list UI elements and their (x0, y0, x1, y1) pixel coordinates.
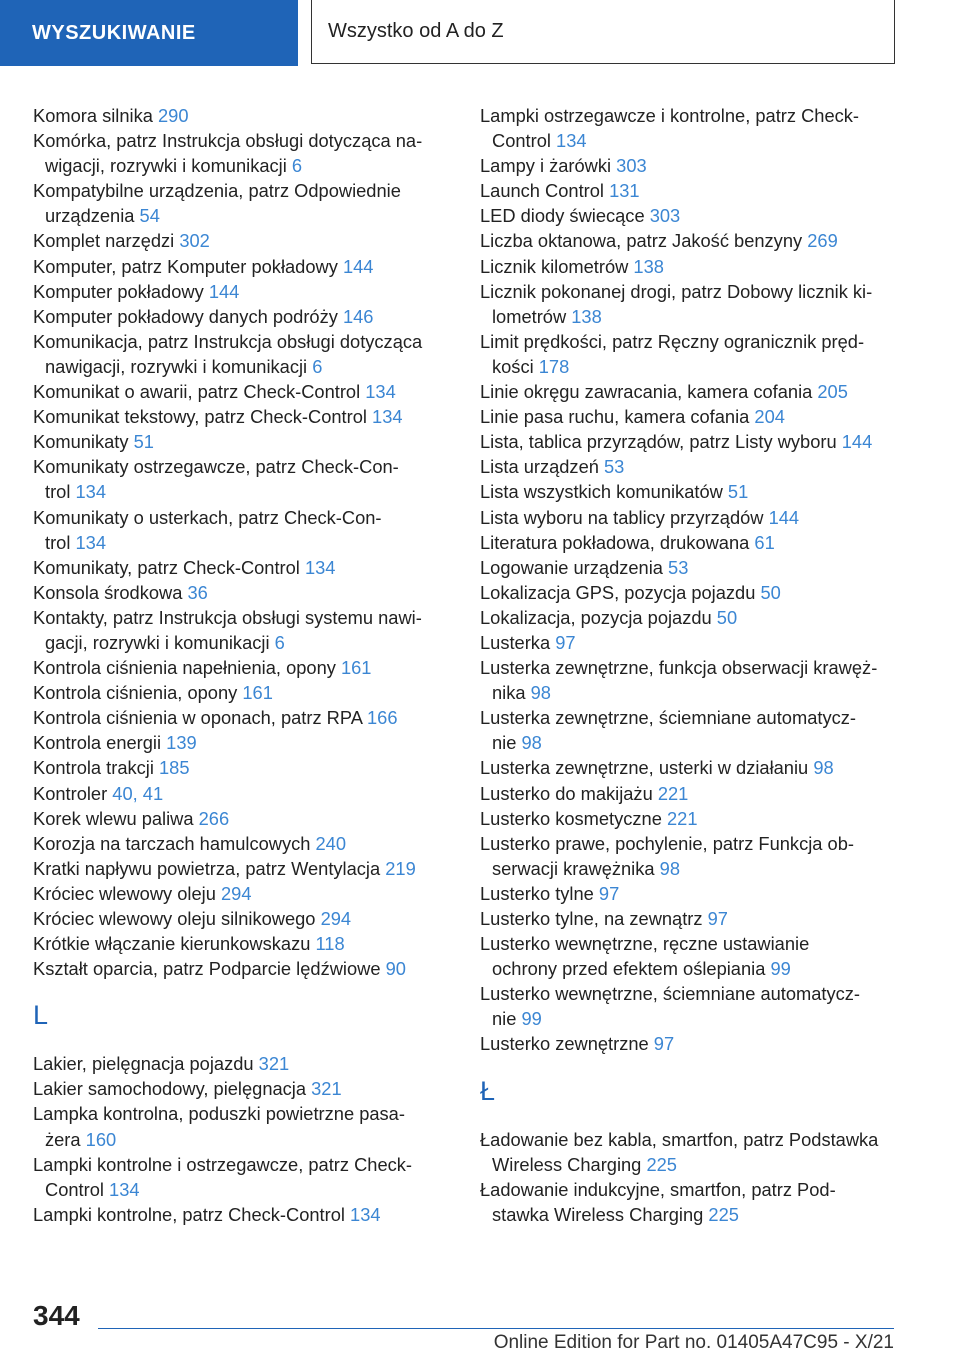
entry-text: Komora silnika (33, 105, 153, 126)
entry-text: Komputer, patrz Komputer pokładowy (33, 255, 338, 277)
page-reference-link[interactable]: 138 (633, 255, 664, 277)
page-reference-link[interactable]: 144 (342, 255, 374, 277)
index-entry (33, 505, 453, 555)
entry-text: Kontroler (33, 782, 108, 804)
entry-text: Lusterko kosmetyczne (480, 807, 662, 829)
index-entry (480, 580, 900, 605)
entry-text: Launch Control (480, 180, 604, 202)
index-entry (480, 404, 900, 429)
entry-text: Króciec wlewowy oleju (33, 882, 216, 904)
entry-text: żera (45, 1128, 81, 1150)
index-entry (480, 831, 900, 881)
entry-text: Komputer pokładowy danych podróży (33, 305, 338, 327)
entry-text: Lampy i żarówki (480, 155, 612, 177)
index-entry (480, 153, 900, 178)
entry-text: Kompatybilne urządzenia, patrz Odpowiednie (33, 180, 401, 202)
entry-text: Lusterko wewnętrzne, ręczne ustawianie (480, 933, 810, 955)
page-reference-link[interactable]: 98 (530, 682, 551, 704)
page-reference-link[interactable]: 134 (365, 381, 396, 403)
index-entry (33, 329, 453, 379)
entry-text: Lampki kontrolne, patrz Check-Control (33, 1203, 345, 1225)
index-letter-heading: L (33, 1000, 49, 1031)
index-column-right (480, 103, 900, 1227)
index-entry (480, 630, 900, 655)
entry-text: lometrów (492, 305, 567, 327)
index-entry (480, 1127, 900, 1177)
page-reference-link[interactable]: 266 (198, 807, 230, 829)
index-entry (480, 1177, 900, 1227)
page-reference-link[interactable]: 166 (367, 707, 398, 729)
entry-text: Korek wlewu paliwa (33, 807, 194, 829)
page-reference-link[interactable]: 225 (646, 1153, 677, 1175)
page-reference-link[interactable]: 161 (340, 657, 372, 679)
index-entry (33, 254, 453, 279)
page-reference-link[interactable]: 61 (754, 531, 775, 553)
entry-text: Komunikaty o usterkach, patrz Check-Con- (33, 506, 382, 528)
entry-text: trol (45, 481, 71, 503)
entry-text: nie (492, 732, 517, 754)
page-reference-link[interactable]: 97 (653, 1033, 675, 1055)
entry-text: Komunikat tekstowy, patrz Check-Control (33, 406, 367, 428)
search-tab[interactable]: WYSZUKIWANIE (0, 0, 298, 66)
entry-text: Kontrola ciśnienia napełnienia, opony (33, 657, 336, 679)
entry-text: Komunikacja, patrz Instrukcja obsługi dotycząca (33, 330, 423, 352)
page-reference-link[interactable]: 98 (813, 757, 834, 779)
page-reference-link[interactable]: 134 (304, 556, 336, 578)
entry-text: Komplet narzędzi (33, 230, 175, 252)
page-reference-link[interactable]: 98 (521, 732, 542, 754)
entry-text: kości (492, 355, 534, 377)
page-reference-link[interactable]: 294 (320, 908, 352, 929)
entry-text: Lakier samochodowy, pielęgnacja (33, 1078, 307, 1100)
index-column-left (33, 103, 453, 1227)
index-entry (33, 580, 453, 605)
entry-text: Linie okręgu zawracania, kamera cofania (480, 381, 813, 403)
entry-text: wigacji, rozrywki i komunikacji (45, 155, 287, 177)
index-entry (480, 981, 900, 1031)
page-reference-link[interactable]: 51 (133, 431, 154, 453)
page-reference-link[interactable]: 99 (521, 1008, 542, 1030)
entry-text: Kontrola ciśnienia, opony (33, 682, 238, 704)
entry-text: Linie pasa ruchu, kamera cofania (480, 406, 750, 428)
section-title: Wszystko od A do Z (311, 0, 895, 64)
footer-edition-text: Online Edition for Part no. 01405A47C95 - X/21 (493, 1332, 894, 1353)
entry-text: Komunikaty (33, 431, 129, 453)
entry-text: Lampki kontrolne i ostrzegawcze, patrz Check- (33, 1153, 412, 1175)
page-reference-link[interactable]: 321 (258, 1053, 290, 1075)
entry-text: Komórka, patrz Instrukcja obsługi dotycząca na- (33, 130, 423, 152)
index-entry (33, 429, 453, 454)
page-reference-link[interactable]: 303 (649, 205, 681, 227)
page-number: 344 (33, 1300, 80, 1331)
index-entry (33, 304, 453, 329)
page-reference-link[interactable]: 204 (754, 406, 785, 428)
page-reference-link[interactable]: 131 (609, 180, 640, 202)
entry-text: Kontrola energii (33, 732, 162, 754)
page-reference-link[interactable]: 134 (350, 1203, 381, 1225)
page-reference-link[interactable]: 134 (372, 406, 403, 428)
index-entry (480, 228, 900, 253)
page-reference-link[interactable]: 40, 41 (112, 782, 164, 804)
entry-text: Korozja na tarczach hamulcowych (33, 832, 311, 854)
entry-text: Kratki napływu powietrza, patrz Wentylacja (33, 857, 381, 879)
entry-text: Control (492, 130, 551, 152)
index-entry (33, 781, 453, 806)
page-reference-link[interactable]: 6 (312, 355, 323, 377)
index-entry (480, 254, 900, 279)
page-reference-link[interactable]: 294 (220, 882, 252, 904)
page-reference-link[interactable]: 134 (109, 1178, 140, 1200)
entry-text: Control (45, 1178, 104, 1200)
page-reference-link[interactable]: 6 (274, 631, 285, 653)
index-entry (33, 1051, 453, 1076)
index-entry (480, 781, 900, 806)
index-entry (33, 931, 453, 956)
entry-text: Lista, tablica przyrządów, patrz Listy wyboru (480, 431, 837, 453)
entry-text: ochrony przed efektem oślepiania (492, 958, 766, 980)
index-entry (33, 555, 453, 580)
page-reference-link[interactable]: 160 (85, 1128, 117, 1150)
entry-text: Lusterka (480, 631, 551, 653)
entry-text: nawigacji, rozrywki i komunikacji (45, 355, 308, 377)
index-entry (33, 605, 453, 655)
page-reference-link[interactable]: 90 (385, 958, 406, 980)
entry-text: Kształt oparcia, patrz Podparcie lędźwiowe (33, 958, 381, 980)
index-entry (480, 906, 900, 931)
entry-text: Licznik pokonanej drogi, patrz Dobowy licznik ki- (480, 280, 873, 302)
index-entry (33, 1076, 453, 1101)
index-entry (33, 831, 453, 856)
entry-text: Lusterko tylne, na zewnątrz (480, 908, 703, 929)
page-reference-link[interactable]: 161 (242, 682, 273, 704)
index-entry (480, 1031, 900, 1056)
index-entry (480, 429, 900, 454)
index-entry (33, 103, 453, 128)
entry-text: Komunikaty, patrz Check-Control (33, 556, 300, 578)
page-reference-link[interactable]: 134 (75, 531, 107, 553)
page-reference-link[interactable]: 269 (807, 230, 838, 252)
entry-text: serwacji krawężnika (492, 857, 655, 879)
page-reference-link[interactable]: 36 (187, 581, 208, 603)
index-entry (480, 379, 900, 404)
page-reference-link[interactable]: 146 (342, 305, 374, 327)
page-reference-link[interactable]: 50 (716, 606, 738, 628)
index-entry (480, 103, 900, 153)
index-entry (480, 806, 900, 831)
index-entry (33, 655, 453, 680)
page-reference-link[interactable]: 97 (555, 631, 576, 653)
index-entry (33, 1202, 453, 1227)
page-reference-link[interactable]: 118 (315, 933, 345, 955)
index-entry (33, 906, 453, 931)
page-reference-link[interactable]: 50 (760, 581, 781, 603)
page-reference-link[interactable]: 240 (315, 832, 347, 854)
page-reference-link[interactable]: 302 (179, 230, 210, 252)
index-entry (33, 1101, 453, 1151)
top-bar (0, 0, 960, 66)
entry-text: Lusterko prawe, pochylenie, patrz Funkcja ob- (480, 832, 854, 854)
page-reference-link[interactable]: 144 (208, 280, 240, 302)
index-entry (480, 203, 900, 228)
index-entry (33, 856, 453, 881)
index-entry (33, 806, 453, 831)
entry-text: Limit prędkości, patrz Ręczny ogranicznik pręd- (480, 330, 865, 352)
index-entry (480, 279, 900, 329)
index-entry (33, 404, 453, 429)
entry-text: Ładowanie bez kabla, smartfon, patrz Podstawka (480, 1128, 879, 1150)
entry-text: Komunikat o awarii, patrz Check-Control (33, 381, 361, 403)
index-entry (480, 881, 900, 906)
entry-text: Wireless Charging (492, 1153, 642, 1175)
entry-text: Lusterko wewnętrzne, ściemniane automatycz- (480, 983, 861, 1005)
page-reference-link[interactable]: 134 (75, 481, 107, 503)
entry-text: Lusterka zewnętrzne, funkcja obserwacji krawęż- (480, 657, 878, 679)
index-entry (480, 655, 900, 705)
entry-text: Kontrola trakcji (33, 757, 154, 779)
entry-text: nika (492, 682, 526, 704)
page-reference-link[interactable]: 219 (385, 857, 416, 879)
page-reference-link[interactable]: 51 (727, 481, 749, 503)
page-reference-link[interactable]: 53 (668, 556, 689, 578)
index-entry (480, 329, 900, 379)
index-entry (33, 881, 453, 906)
entry-text: nie (492, 1008, 517, 1030)
entry-text: Lakier, pielęgnacja pojazdu (33, 1053, 254, 1075)
entry-text: Lusterka zewnętrzne, ściemniane automatycz- (480, 707, 856, 729)
page-reference-link[interactable]: 138 (571, 305, 602, 327)
page-reference-link[interactable]: 144 (841, 431, 873, 453)
entry-text: Lusterka zewnętrzne, usterki w działaniu (480, 757, 809, 779)
page-reference-link[interactable]: 99 (770, 958, 791, 980)
index-entry (480, 479, 900, 504)
page-reference-link[interactable]: 290 (157, 105, 189, 126)
entry-text: Lusterko do makijażu (480, 782, 653, 804)
index-entry (33, 178, 453, 228)
page-reference-link[interactable]: 303 (616, 155, 647, 177)
page-reference-link[interactable]: 53 (604, 456, 625, 478)
entry-text: Kontakty, patrz Instrukcja obsługi systemu nawi- (33, 606, 422, 628)
entry-text: trol (45, 531, 71, 553)
page-reference-link[interactable]: 205 (817, 381, 848, 403)
page-reference-link[interactable]: 97 (707, 908, 728, 929)
entry-text: Lista urządzeń (480, 456, 599, 478)
index-entry (480, 605, 900, 630)
index-entry (33, 279, 453, 304)
entry-text: Kontrola ciśnienia w oponach, patrz RPA (33, 707, 362, 729)
entry-text: Licznik kilometrów (480, 255, 629, 277)
page-reference-link[interactable]: 139 (166, 732, 197, 754)
page-reference-link[interactable]: 98 (659, 857, 680, 879)
entry-text: Lampka kontrolna, poduszki powietrzne pasa- (33, 1103, 405, 1125)
entry-text: Liczba oktanowa, patrz Jakość benzyny (480, 230, 803, 252)
entry-text: urządzenia (45, 205, 135, 227)
page-reference-link[interactable]: 178 (538, 355, 570, 377)
index-letter-heading: Ł (480, 1075, 496, 1106)
page-reference-link[interactable]: 321 (311, 1078, 342, 1100)
footer-divider (98, 1328, 894, 1329)
index-entry (480, 705, 900, 755)
index-entry (480, 178, 900, 203)
index-entry (480, 530, 900, 555)
entry-text: Konsola środkowa (33, 581, 183, 603)
index-entry (33, 128, 453, 178)
entry-text: Lusterko tylne (480, 882, 594, 904)
page-reference-link[interactable]: 144 (768, 506, 800, 528)
index-entry (480, 931, 900, 981)
page-reference-link[interactable]: 97 (598, 882, 620, 904)
index-entry (33, 1152, 453, 1202)
entry-text: Lista wszystkich komunikatów (480, 481, 723, 503)
entry-text: Literatura pokładowa, drukowana (480, 531, 750, 553)
entry-text: Logowanie urządzenia (480, 556, 663, 578)
index-entry (33, 755, 453, 780)
entry-text: Lokalizacja GPS, pozycja pojazdu (480, 581, 756, 603)
entry-text: Krótkie włączanie kierunkowskazu (33, 933, 311, 955)
entry-text: Króciec wlewowy oleju silnikowego (33, 908, 316, 929)
index-entry (33, 379, 453, 404)
index-entry (480, 555, 900, 580)
entry-text: LED diody świecące (480, 205, 645, 227)
index-entry (480, 454, 900, 479)
page-reference-link[interactable]: 185 (159, 757, 190, 779)
page-reference-link[interactable]: 221 (657, 782, 689, 804)
entry-text: Lusterko zewnętrzne (480, 1033, 649, 1055)
page-reference-link[interactable]: 225 (708, 1203, 739, 1225)
index-entry (33, 680, 453, 705)
entry-text: Lokalizacja, pozycja pojazdu (480, 606, 712, 628)
entry-text: stawka Wireless Charging (492, 1203, 704, 1225)
entry-text: Ładowanie indukcyjne, smartfon, patrz Pod- (480, 1178, 836, 1200)
index-entry (33, 228, 453, 253)
page-reference-link[interactable]: 54 (139, 205, 160, 227)
entry-text: Lampki ostrzegawcze i kontrolne, patrz Check- (480, 105, 859, 126)
index-entry (33, 730, 453, 755)
entry-text: gacji, rozrywki i komunikacji (45, 631, 270, 653)
page-reference-link[interactable]: 6 (291, 155, 303, 177)
index-entry (480, 505, 900, 530)
entry-text: Komputer pokładowy (33, 280, 204, 302)
index-entry (33, 956, 453, 981)
index-entry (33, 454, 453, 504)
page-reference-link[interactable]: 221 (666, 807, 698, 829)
page-reference-link[interactable]: 134 (556, 130, 587, 152)
entry-text: Lista wyboru na tablicy przyrządów (480, 506, 764, 528)
entry-text: Komunikaty ostrzegawcze, patrz Check-Con- (33, 456, 399, 478)
index-entry (33, 705, 453, 730)
index-entry (480, 755, 900, 780)
